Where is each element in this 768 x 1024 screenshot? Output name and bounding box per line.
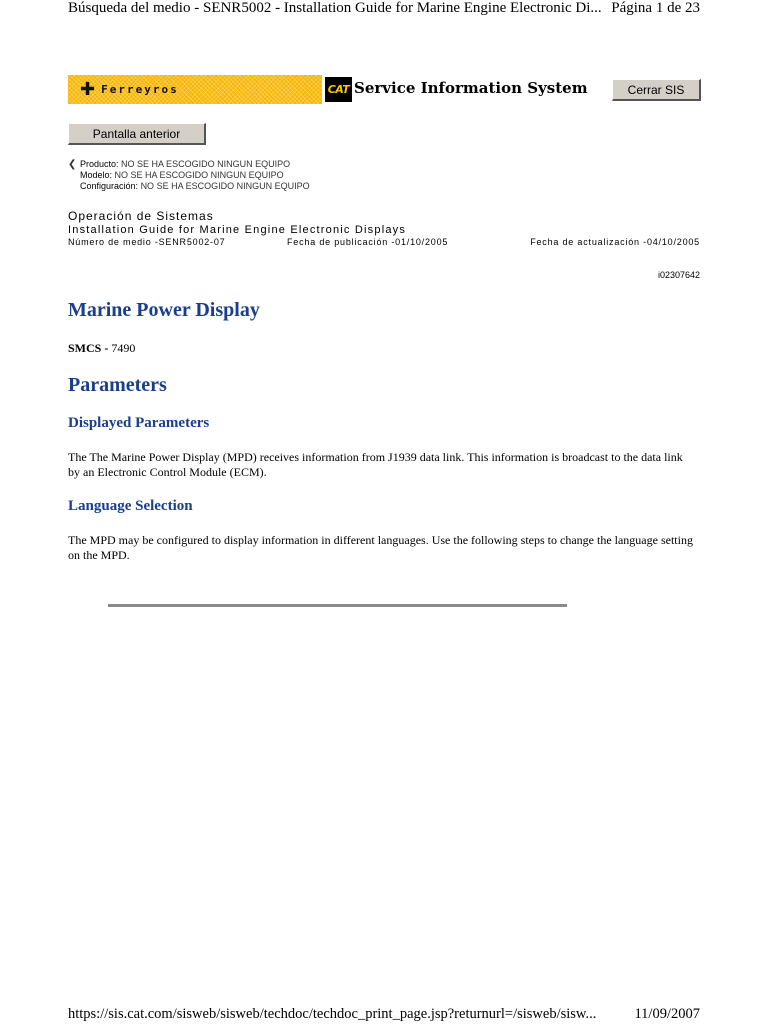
chevron-left-icon[interactable]: ❮ [68,159,77,170]
configuration-row [68,181,310,192]
print-footer-url: https://sis.cat.com/sisweb/sisweb/techdoc/techdoc_print_page.jsp?returnurl=/sisweb/sisw... [68,1006,597,1022]
media-number: Número de medio -SENR5002-07 [68,237,226,247]
equipment-selection [68,159,310,192]
product-row [68,159,310,170]
system-title: Service Information System [354,79,588,97]
update-date: Fecha de actualización -04/10/2005 [530,237,700,247]
cat-logo-icon: CAT [325,77,352,102]
product-value: NO SE HA ESCOGIDO NINGUN EQUIPO [121,159,291,169]
language-selection-text: The MPD may be configured to display information in different languages. Use the following steps to change the language setting on the MPD. [68,533,693,562]
displayed-parameters-text: The The Marine Power Display (MPD) receives information from J1939 data link. This information is broadcast to the data link by an Electronic Control Module (ECM). [68,450,683,479]
print-header-page: Página 1 de 23 [611,0,700,16]
publication-date: Fecha de publicación -01/10/2005 [287,237,449,247]
product-label: Producto: [80,159,119,169]
smcs-value: 7490 [111,341,136,355]
smcs-code [68,341,135,356]
section-heading-parameters: Parameters [68,374,167,396]
ferreyros-logo-icon: ✚ [80,79,96,100]
document-category: Operación de Sistemas [68,209,214,223]
document-id: i02307642 [657,270,700,280]
model-value: NO SE HA ESCOGIDO NINGUN EQUIPO [114,170,284,180]
print-header-title: Búsqueda del medio - SENR5002 - Installation Guide for Marine Engine Electronic Di... [68,0,602,16]
print-footer [68,1006,700,1023]
content-divider [108,604,567,607]
print-header [68,0,700,17]
model-row [68,170,310,181]
configuration-value: NO SE HA ESCOGIDO NINGUN EQUIPO [140,181,310,191]
model-label: Modelo: [80,170,113,180]
ferreyros-brand-name: Ferreyros [101,83,179,96]
subsection-heading-displayed-parameters: Displayed Parameters [68,415,210,431]
previous-screen-button[interactable]: Pantalla anterior [68,123,206,145]
document-title: Installation Guide for Marine Engine Electronic Displays [68,224,407,236]
page-heading: Marine Power Display [68,299,260,321]
ferreyros-banner [68,75,322,104]
configuration-label: Configuración: [80,181,139,191]
subsection-heading-language-selection: Language Selection [68,498,193,514]
smcs-label: SMCS - [68,341,109,355]
print-footer-date: 11/09/2007 [634,1006,700,1022]
close-sis-button[interactable]: Cerrar SIS [612,79,701,101]
